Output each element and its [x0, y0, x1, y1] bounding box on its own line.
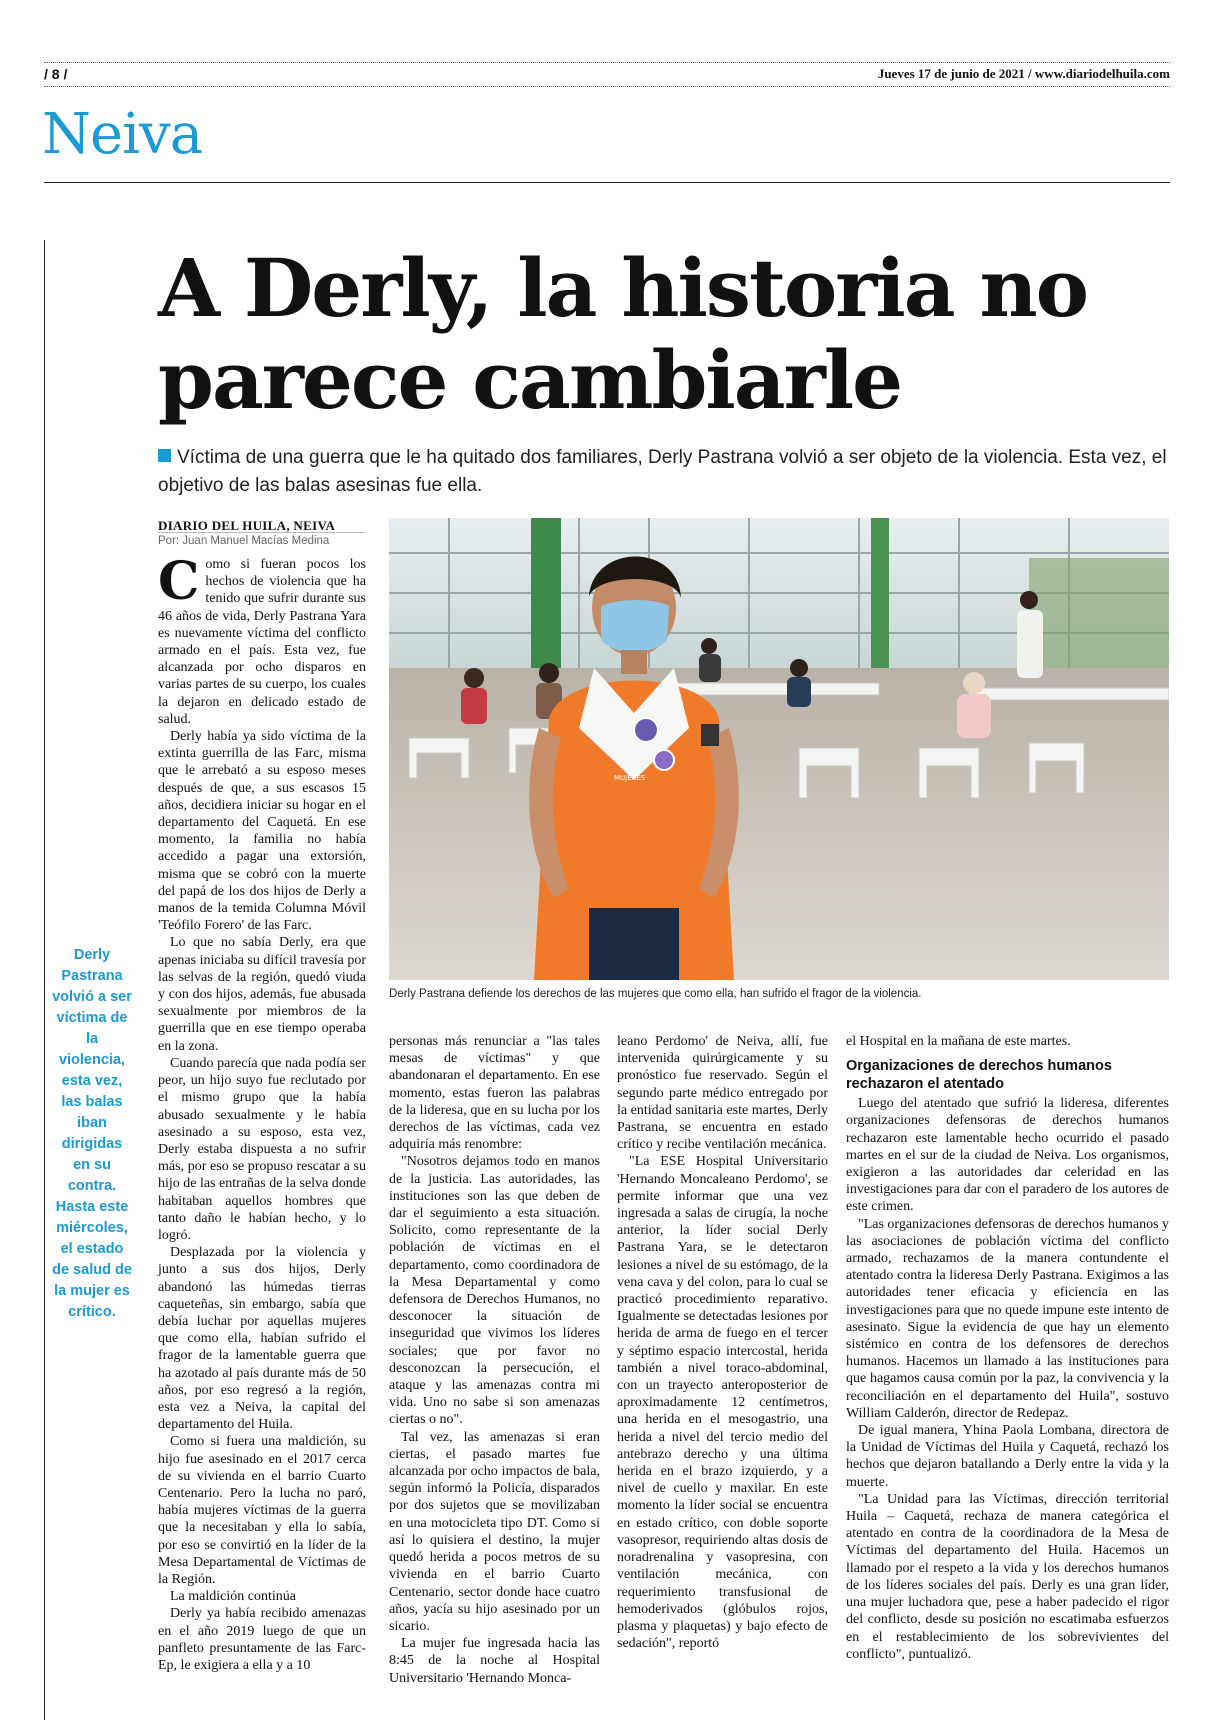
- drop-cap: C: [158, 551, 200, 612]
- paragraph: "Nosotros dejamos todo en manos de la justicia. Las autoridades, las instituciones son las que deben de dar el seguimiento a esta situación. Solicito, como representante de la población de víctimas en el departamento, como coordinadora de la Mesa Departamental y como defensora de Derechos Humanos, no desconocer la situación de inseguridad que vivimos los líderes sociales; que por favor no desconozcan la persecución, el ataque y las amenazas contra mi vida. Uno no sabe si son amenazas ciertas o no".: [389, 1154, 600, 1428]
- article-column-3: [617, 1033, 828, 1652]
- top-dotted-rule: [44, 62, 1170, 63]
- paragraph-text: omo si fueran pocos los hechos de violencia que ha tenido que sufrir durante sus 46 años de vida, Derly Pastrana Yara es nuevamente víctima del conflicto armado en el país. Esta vez, fue alcanzada por ocho disparos en varias partes de su cuerpo, los cuales la dejaron en delicado estado de salud.: [158, 557, 366, 727]
- photo-illustration: [389, 518, 1169, 980]
- deck: [158, 444, 1168, 500]
- paragraph: [158, 551, 366, 728]
- paragraph: el Hospital en la mañana de este martes.: [846, 1034, 1071, 1049]
- paragraph: Derly había ya sido víctima de la extinta guerrilla de las Farc, misma que le arrebató a su esposo meses después de que, a sus escasos 15 años, decidiera iniciar su hogar en el departamento del Caquetá. En ese momento, la familia no había accedido a pagar una extorsión, misma que se cobró con la muerte del papá de los dos hijos de Derly a manos de la temida Columna Móvil 'Teófilo Forero' de las Farc.: [158, 729, 366, 934]
- sidebar-rule: [44, 240, 45, 1720]
- section-rule: [44, 182, 1170, 183]
- page-number: / 8 /: [44, 66, 68, 82]
- paragraph: Como si fuera una maldición, su hijo fue asesinado en el 2017 cerca de su vivienda en el barrio Cuarto Centenario. Pero la lucha no paró, había mujeres víctimas de la guerra que la necesitaban y ella lo sabía, por eso se convirtió en la líder de la Mesa Departamental de Víctimas de la Región.: [158, 1434, 366, 1587]
- photo-caption: Derly Pastrana defiende los derechos de las mujeres que como ella, han sufrido el fragor de la violencia.: [389, 988, 922, 1000]
- vest-text: MUJERES: [614, 774, 646, 782]
- dateline: Jueves 17 de junio de 2021 / www.diariodelhuila.com: [877, 66, 1170, 81]
- kicker: DIARIO DEL HUILA, NEIVA: [158, 518, 336, 533]
- headline: A Derly, la historia no parece cambiarle: [158, 241, 1087, 427]
- paragraph: La mujer fue ingresada hacia las 8:45 de la noche al Hospital Universitario 'Hernando Monca-: [389, 1636, 600, 1686]
- paragraph: "La Unidad para las Víctimas, dirección territorial Huila – Caquetá, rechaza de manera categórica el atentado en contra de la coordinadora de la Mesa de Víctimas del departamento del Huila. Hacemos un llamado por el respeto a la vida y los derechos humanos de los líderes sociales del país. Derly es una gran líder, una mujer luchadora que, pese a haber padecido el rigor del conflicto, desde su posición no escatimaba esfuerzos en el restablecimiento de los sobrevivientes del conflicto", puntualizó.: [846, 1491, 1169, 1662]
- paragraph: Derly ya había recibido amenazas en el año 2019 luego de que un panfleto presuntamente de las Farc-Ep, le exigiera a ella y a 10: [158, 1606, 366, 1673]
- paragraph: "La ESE Hospital Universitario 'Hernando Moncaleano Perdomo', se permite informar que una vez ingresada a salas de cirugía, la noche anterior, la líder social Derly Pastrana Yara, se le detectaron lesiones a nivel de su estómago, de la vena cava y del colon, para lo cual se practicó procedimiento reparativo. Igualmente se detectadas lesiones por herida de arma de fuego en el tercer y séptimo espacio intercostal, herida también a nivel toraco-abdominal, con un trayecto anteroposterior de aproximadamente 12 centímetros, una herida en el mesogastrio, una herida a nivel del tercio medio del antebrazo derecho y una última herida en el brazo izquierdo, y a nivel de cuello y maxilar. En este momento la líder social se encuentra en estado crítico, con doble soporte vasopresor, requiriendo altas dosis de noradrenalina y vasopresina, con ventilación mecánica, con requerimiento transfusional de hemoderivados (glóbulos rojos, plasma y plaquetas) y bajo efecto de sedación", reportó: [617, 1154, 828, 1652]
- deck-text: Víctima de una guerra que le ha quitado dos familiares, Derly Pastrana volvió a ser objeto de la violencia. Esta vez, el objetivo de las balas asesinas fue ella.: [158, 447, 1167, 496]
- paragraph: Lo que no sabía Derly, era que apenas iniciaba su difícil travesía por las selvas de la región, quedó viuda y con dos hijos, además, fue abusada sexualmente por miembros de la guerrilla que en ese tiempo operaba en la zona.: [158, 935, 366, 1054]
- article-column-2: [389, 1033, 600, 1687]
- byline: Por: Juan Manuel Macías Medina: [158, 535, 330, 547]
- article-photo: [389, 518, 1169, 980]
- header-dotted-rule: [44, 86, 1170, 87]
- section-title: Neiva: [42, 102, 203, 167]
- inline-subhead: La maldición continúa: [170, 1589, 296, 1605]
- paragraph: Cuando parecía que nada podía ser peor, un hijo suyo fue reclutado por el mismo grupo que la había abusado sexualmente y le había asesinado a su esposo, esta vez, Derly estaba dispuesta a no sufrir más, por eso se propuso rescatar a su hijo de las entrañas de la selva donde habitaban aquellos hombres que tanto daño le habían hecho, y lo logró.: [158, 1055, 366, 1243]
- pull-quote: Derly Pastrana volvió a ser víctima de la violencia, esta vez, las balas iban dirigidas en su contra. Hasta este miércoles, el estado de salud de la mujer es crítico.: [52, 947, 132, 1320]
- subhead: Organizaciones de derechos humanos rechazaron el atentado: [846, 1058, 1112, 1092]
- paragraph: De igual manera, Yhina Paola Lombana, directora de la Unidad de Víctimas del Huila y Caquetá, rechazó los hechos que dejaron batallando a Derly entre la vida y la muerte.: [846, 1423, 1169, 1490]
- article-column-1: [158, 551, 366, 1674]
- kicker-rule: [158, 532, 366, 533]
- paragraph: "Las organizaciones defensoras de derechos humanos y las asociaciones de población víctima del conflicto armado, rechazamos de la manera contundente el atentado contra la lideresa Derly Pastrana. Exigimos a las autoridades tener eficacia y eficiencia en las investigaciones para que no quede impune este intento de asesinato. Sigue la evidencia de que hay un elemento sistémico en contra de los defensores de derechos humanos. Hacemos un llamado a las instituciones para que hagamos causa común por la paz, la convivencia y la reconciliación en el departamento del Huila", sostuvo William Calderón, director de Redepaz.: [846, 1216, 1170, 1421]
- deck-square-icon: [158, 449, 171, 462]
- paragraph: Tal vez, las amenazas si eran ciertas, el pasado martes fue alcanzada por ocho impactos de bala, según informó la Policía, disparados por dos sujetos que se movilizaban en una motocicleta tipo DT. Como si así lo quisiera el destino, la mujer quedó herida a pocos metros de su vivienda en el barrio Cuarto Centenario, sector donde hace cuatro años, yacía su hijo asesinado por un sicario.: [389, 1429, 600, 1634]
- paragraph: Luego del atentado que sufrió la lideresa, diferentes organizaciones defensoras de derechos humanos rechazaron este lamentable hecho ocurrido el pasado martes en el sur de la ciudad de Neiva. Los organismos, exigieron a las autoridades dar celeridad en las investigaciones para dar con el paradero de los autores de este crimen.: [846, 1096, 1169, 1215]
- article-column-4: [846, 1033, 1169, 1663]
- paragraph: leano Perdomo' de Neiva, allí, fue intervenida quirúrgicamente y su pronóstico fue reservado. Según el segundo parte médico entregado por la entidad sanitaria este martes, Derly Pastrana, se encuentra en estado crítico y recibe ventilación mecánica.: [617, 1034, 828, 1153]
- paragraph: Desplazada por la violencia y junto a sus dos hijos, Derly abandonó las húmedas tierras caqueteñas, sin embargo, sabía que debía luchar por aquellas mujeres que como ella, habían sufrido el fragor de la lamentable guerra que ha azotado al país durante más de 50 años, por eso regresó a la región, esta vez a Neiva, la capital del departamento del Huila.: [158, 1245, 366, 1433]
- paragraph: personas más renunciar a "las tales mesas de víctimas" y que abandonaran el departamento. En ese momento, estas fueron las palabras de la lideresa, que en su lucha por los derechos de las víctimas, cada vez adquiría más renombre:: [389, 1034, 600, 1153]
